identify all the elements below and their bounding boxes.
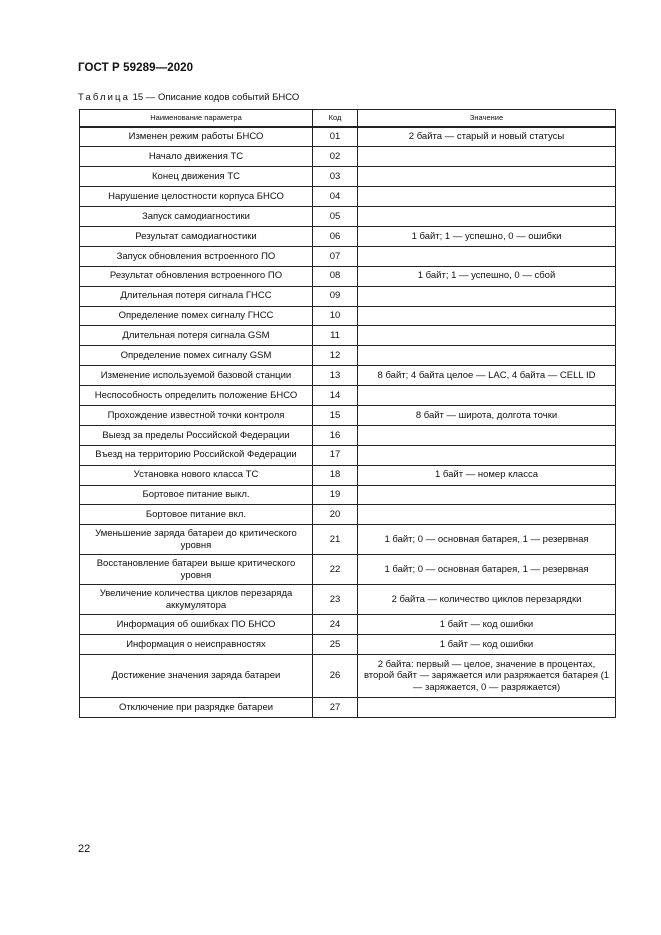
cell-value: 2 байта — старый и новый статусы: [358, 127, 616, 147]
table-row: [80, 465, 616, 485]
table-row: [80, 167, 616, 187]
table-caption: [78, 92, 299, 103]
column-header-name: Наименование параметра: [80, 110, 313, 128]
cell-parameter-name: Нарушение целостности корпуса БНСО: [80, 187, 313, 207]
cell-parameter-name: Результат обновления встроенного ПО: [80, 266, 313, 286]
table-row: [80, 386, 616, 406]
cell-value: 1 байт — код ошибки: [358, 635, 616, 655]
cell-parameter-name: Длительная потеря сигнала ГНСС: [80, 286, 313, 306]
cell-value: [358, 346, 616, 366]
cell-value: 1 байт — код ошибки: [358, 615, 616, 635]
cell-value: 1 байт; 1 — успешно, 0 — ошибки: [358, 226, 616, 246]
cell-code: 23: [313, 585, 358, 615]
cell-value: [358, 147, 616, 167]
cell-parameter-name: Восстановление батареи выше критического уровня: [80, 555, 313, 585]
cell-code: 05: [313, 207, 358, 227]
cell-parameter-name: Бортовое питание выкл.: [80, 485, 313, 505]
table-row: [80, 246, 616, 266]
cell-value: 1 байт; 0 — основная батарея, 1 — резервная: [358, 525, 616, 555]
table-row: [80, 615, 616, 635]
cell-code: 22: [313, 555, 358, 585]
cell-code: 12: [313, 346, 358, 366]
cell-code: 10: [313, 306, 358, 326]
cell-code: 02: [313, 147, 358, 167]
cell-value: [358, 187, 616, 207]
table-row: [80, 187, 616, 207]
cell-parameter-name: Бортовое питание вкл.: [80, 505, 313, 525]
cell-parameter-name: Конец движения ТС: [80, 167, 313, 187]
cell-value: [358, 445, 616, 465]
cell-code: 19: [313, 485, 358, 505]
cell-value: [358, 306, 616, 326]
document-standard-header: ГОСТ Р 59289—2020: [78, 62, 194, 74]
table-row: [80, 405, 616, 425]
cell-value: [358, 167, 616, 187]
cell-parameter-name: Установка нового класса ТС: [80, 465, 313, 485]
cell-parameter-name: Изменение используемой базовой станции: [80, 366, 313, 386]
cell-value: 2 байта: первый — целое, значение в процентах, второй байт — заряжается или разряжается батарея (1 — заряжается, 0 — разряжается): [358, 655, 616, 698]
cell-parameter-name: Информация об ошибках ПО БНСО: [80, 615, 313, 635]
cell-code: 04: [313, 187, 358, 207]
cell-code: 17: [313, 445, 358, 465]
table-row: [80, 346, 616, 366]
cell-code: 07: [313, 246, 358, 266]
cell-parameter-name: Изменен режим работы БНСО: [80, 127, 313, 147]
event-codes-table: [79, 109, 616, 718]
table-row: [80, 698, 616, 718]
cell-code: 21: [313, 525, 358, 555]
cell-code: 09: [313, 286, 358, 306]
table-row: [80, 207, 616, 227]
table-header-row: [80, 110, 616, 128]
column-header-value: Значение: [358, 110, 616, 128]
table-row: [80, 147, 616, 167]
cell-value: 1 байт — номер класса: [358, 465, 616, 485]
cell-code: 01: [313, 127, 358, 147]
cell-parameter-name: Отключение при разрядке батареи: [80, 698, 313, 718]
cell-code: 06: [313, 226, 358, 246]
cell-parameter-name: Начало движения ТС: [80, 147, 313, 167]
cell-code: 20: [313, 505, 358, 525]
cell-value: 2 байта — количество циклов перезарядки: [358, 585, 616, 615]
column-header-code: Код: [313, 110, 358, 128]
cell-parameter-name: Прохождение известной точки контроля: [80, 405, 313, 425]
table-row: [80, 525, 616, 555]
cell-code: 13: [313, 366, 358, 386]
cell-value: 1 байт; 0 — основная батарея, 1 — резервная: [358, 555, 616, 585]
page-number: 22: [78, 843, 91, 855]
cell-parameter-name: Информация о неисправностях: [80, 635, 313, 655]
cell-value: 8 байт; 4 байта целое — LAC, 4 байта — CELL ID: [358, 366, 616, 386]
cell-value: 1 байт; 1 — успешно, 0 — сбой: [358, 266, 616, 286]
cell-value: [358, 246, 616, 266]
cell-code: 14: [313, 386, 358, 406]
cell-code: 27: [313, 698, 358, 718]
cell-parameter-name: Увеличение количества циклов перезаряда аккумулятора: [80, 585, 313, 615]
cell-parameter-name: Определение помех сигналу ГНСС: [80, 306, 313, 326]
cell-code: 26: [313, 655, 358, 698]
table-row: [80, 505, 616, 525]
cell-value: [358, 286, 616, 306]
table-row: [80, 635, 616, 655]
cell-parameter-name: Достижение значения заряда батареи: [80, 655, 313, 698]
cell-parameter-name: Уменьшение заряда батареи до критического уровня: [80, 525, 313, 555]
cell-code: 24: [313, 615, 358, 635]
cell-value: [358, 207, 616, 227]
cell-parameter-name: Запуск обновления встроенного ПО: [80, 246, 313, 266]
table-row: [80, 445, 616, 465]
cell-value: [358, 485, 616, 505]
cell-value: [358, 326, 616, 346]
table-caption-text: 15 — Описание кодов событий БНСО: [129, 92, 300, 103]
table-row: [80, 655, 616, 698]
cell-code: 25: [313, 635, 358, 655]
table-row: [80, 127, 616, 147]
table-row: [80, 326, 616, 346]
table-row: [80, 425, 616, 445]
table-row: [80, 226, 616, 246]
table-row: [80, 266, 616, 286]
cell-parameter-name: Выезд за пределы Российской Федерации: [80, 425, 313, 445]
table-row: [80, 585, 616, 615]
table-row: [80, 555, 616, 585]
cell-code: 03: [313, 167, 358, 187]
cell-parameter-name: Результат самодиагностики: [80, 226, 313, 246]
cell-code: 08: [313, 266, 358, 286]
cell-parameter-name: Запуск самодиагностики: [80, 207, 313, 227]
cell-code: 15: [313, 405, 358, 425]
cell-code: 16: [313, 425, 358, 445]
cell-parameter-name: Определение помех сигналу GSM: [80, 346, 313, 366]
cell-parameter-name: Неспособность определить положение БНСО: [80, 386, 313, 406]
cell-value: [358, 505, 616, 525]
table-row: [80, 306, 616, 326]
table-row: [80, 485, 616, 505]
cell-value: 8 байт — широта, долгота точки: [358, 405, 616, 425]
table-caption-label: Таблица: [78, 92, 130, 103]
table-row: [80, 286, 616, 306]
table-row: [80, 366, 616, 386]
cell-parameter-name: Въезд на территорию Российской Федерации: [80, 445, 313, 465]
cell-value: [358, 698, 616, 718]
cell-parameter-name: Длительная потеря сигнала GSM: [80, 326, 313, 346]
cell-value: [358, 425, 616, 445]
cell-code: 11: [313, 326, 358, 346]
cell-value: [358, 386, 616, 406]
cell-code: 18: [313, 465, 358, 485]
